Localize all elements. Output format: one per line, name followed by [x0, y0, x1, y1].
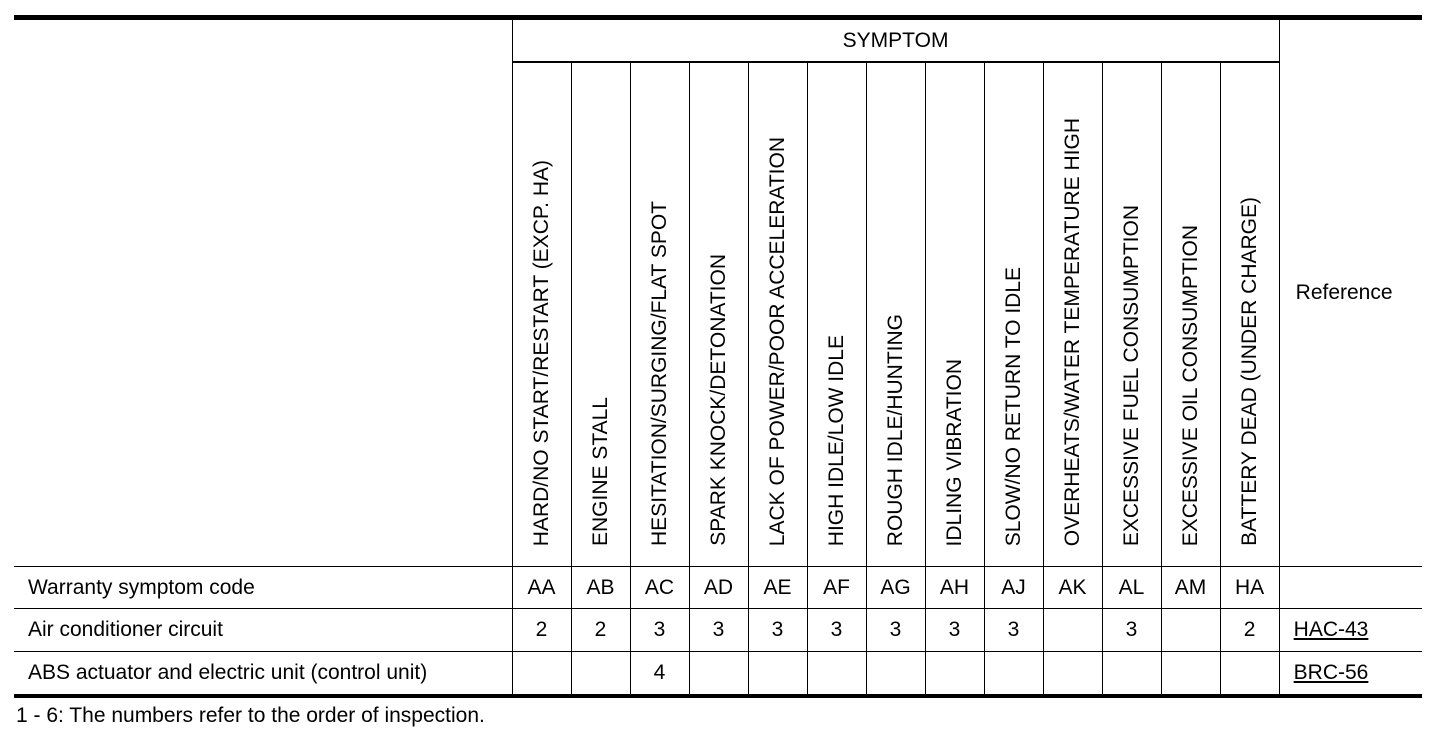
symptom-title-row [14, 18, 1422, 63]
symptom-column-label: EXCESSIVE FUEL CONSUMPTION [1120, 204, 1143, 546]
inspection-order-cell [807, 652, 866, 697]
inspection-order-cell [1161, 652, 1220, 697]
symptom-column-header [689, 62, 748, 567]
inspection-order-cell: 2 [512, 609, 571, 652]
symptom-column-label: IDLING VIBRATION [943, 358, 966, 546]
symptom-column-header [1161, 62, 1220, 567]
symptom-column-label: SLOW/NO RETURN TO IDLE [1002, 266, 1025, 546]
reference-cell [1279, 652, 1422, 697]
symptom-column-label: ENGINE STALL [589, 397, 612, 546]
symptom-column-header [1043, 62, 1102, 567]
symptom-column-header [925, 62, 984, 567]
symptom-column-label: LACK OF POWER/POOR ACCELERATION [766, 136, 789, 546]
inspection-order-cell [571, 652, 630, 697]
symptom-column-header [807, 62, 866, 567]
symptom-column-header [866, 62, 925, 567]
warranty-code-cell: AA [512, 567, 571, 609]
row-label: Air conditioner circuit [14, 609, 512, 652]
inspection-order-cell: 3 [748, 609, 807, 652]
warranty-code-cell: AL [1102, 567, 1161, 609]
symptom-column-header [571, 62, 630, 567]
inspection-order-cell [689, 652, 748, 697]
inspection-order-cell: 3 [984, 609, 1043, 652]
reference-link[interactable]: HAC-43 [1293, 618, 1369, 641]
inspection-order-cell: 3 [925, 609, 984, 652]
inspection-order-cell: 2 [1220, 609, 1279, 652]
warranty-code-cell: HA [1220, 567, 1279, 609]
reference-empty-cell [1279, 567, 1422, 609]
inspection-order-cell [925, 652, 984, 697]
inspection-order-cell [984, 652, 1043, 697]
row-label: ABS actuator and electric unit (control unit) [14, 652, 512, 697]
warranty-code-cell: AE [748, 567, 807, 609]
corner-cell [14, 18, 512, 567]
warranty-code-cell: AG [866, 567, 925, 609]
footnote: 1 - 6: The numbers refer to the order of inspection. [16, 704, 485, 727]
table-row [14, 652, 1422, 697]
symptom-column-header [630, 62, 689, 567]
reference-cell [1279, 609, 1422, 652]
inspection-order-cell [866, 652, 925, 697]
warranty-code-cell: AB [571, 567, 630, 609]
symptom-header: SYMPTOM [512, 18, 1279, 63]
inspection-order-cell: 3 [630, 609, 689, 652]
inspection-order-cell [512, 652, 571, 697]
inspection-order-cell: 3 [1102, 609, 1161, 652]
warranty-code-label: Warranty symptom code [14, 567, 512, 609]
symptom-column-header [1102, 62, 1161, 567]
warranty-code-cell: AD [689, 567, 748, 609]
symptom-column-header [748, 62, 807, 567]
table-row [14, 609, 1422, 652]
inspection-order-cell [1220, 652, 1279, 697]
inspection-order-cell [748, 652, 807, 697]
symptom-column-label: EXCESSIVE OIL CONSUMPTION [1179, 224, 1202, 546]
inspection-order-cell: 3 [807, 609, 866, 652]
inspection-order-cell: 3 [689, 609, 748, 652]
inspection-order-cell [1043, 652, 1102, 697]
warranty-code-cell: AF [807, 567, 866, 609]
inspection-order-cell: 2 [571, 609, 630, 652]
symptom-column-label: HESITATION/SURGING/FLAT SPOT [648, 201, 671, 546]
inspection-order-cell [1102, 652, 1161, 697]
inspection-order-cell: 3 [866, 609, 925, 652]
symptom-column-label: HARD/NO START/RESTART (EXCP. HA) [530, 159, 553, 546]
symptom-column-label: HIGH IDLE/LOW IDLE [825, 334, 848, 546]
inspection-order-cell [1161, 609, 1220, 652]
symptom-column-label: BATTERY DEAD (UNDER CHARGE) [1238, 197, 1262, 546]
warranty-code-cell: AH [925, 567, 984, 609]
warranty-code-row [14, 567, 1422, 609]
symptom-column-label: SPARK KNOCK/DETONATION [707, 254, 730, 546]
warranty-code-cell: AC [630, 567, 689, 609]
warranty-code-cell: AK [1043, 567, 1102, 609]
symptom-column-label: OVERHEATS/WATER TEMPERATURE HIGH [1061, 117, 1084, 546]
symptom-column-header [512, 62, 571, 567]
symptom-column-label: ROUGH IDLE/HUNTING [884, 313, 907, 546]
warranty-code-cell: AM [1161, 567, 1220, 609]
symptom-table [14, 15, 1422, 698]
inspection-order-cell [1043, 609, 1102, 652]
reference-header: Reference [1279, 18, 1422, 567]
reference-link[interactable]: BRC-56 [1293, 661, 1369, 684]
symptom-column-header [984, 62, 1043, 567]
symptom-column-header [1220, 62, 1279, 567]
inspection-order-cell: 4 [630, 652, 689, 697]
warranty-code-cell: AJ [984, 567, 1043, 609]
